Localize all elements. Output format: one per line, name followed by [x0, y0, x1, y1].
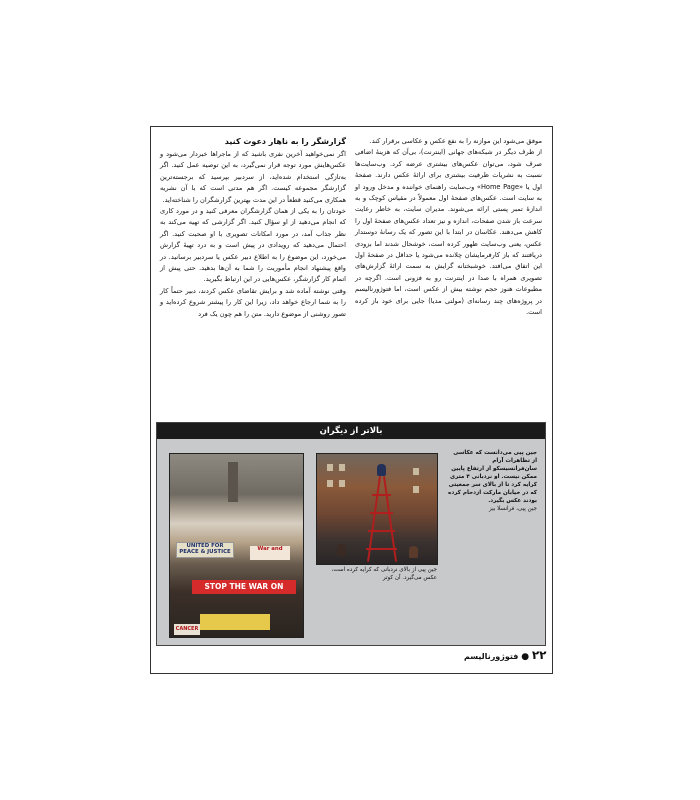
photographer-figure: [377, 464, 386, 476]
protest-crowd-photo: [169, 453, 304, 638]
photo-box: [156, 422, 546, 646]
ladder-step: [372, 494, 391, 496]
ladder-step: [370, 512, 393, 514]
photo-credit: جین پیی، فرانسلا بیز: [489, 506, 537, 512]
photo-box-title: بالاتر از دیگران: [157, 423, 545, 439]
photographer-on-ladder-photo: [316, 453, 438, 565]
bullet-icon: ●: [521, 652, 530, 662]
banner-stop-war: STOP THE WAR ON: [192, 580, 296, 594]
article-column-right: [355, 136, 542, 319]
banner-unity: UNITED FOR PEACE & JUSTICE: [176, 542, 234, 558]
building-window: [339, 480, 345, 487]
building-window: [339, 464, 345, 471]
building-window: [413, 468, 419, 475]
paragraph: [355, 136, 542, 147]
crowd-figure: [337, 544, 346, 556]
page-footer: [464, 648, 547, 664]
paragraph: [160, 149, 346, 206]
banner-cancer: CANCER: [174, 624, 200, 635]
crowd-figure: [409, 546, 418, 558]
paragraph: [160, 206, 346, 286]
building-window: [327, 480, 333, 487]
side-caption: [447, 449, 537, 513]
article-column-left: [160, 136, 346, 320]
paragraph: [355, 147, 542, 318]
banner-yellow: [200, 614, 270, 630]
page-number: ۲۲: [531, 648, 547, 662]
side-caption-text: جین پیی می‌دانست که عکاسی از تظاهرات آرام سان‌فرانسیسکو از ارتفاع پایین ممکن نیست. او نردبانی ۴ متری کرایه کرد تا از بالای سر جمعیتی که در خیابان مارکت ازدحام کرده بودند عکس بگیرد.: [448, 450, 537, 504]
tower-shape: [228, 462, 238, 502]
paragraph-text: اگر نمی‌خواهید آخرین نفری باشید که از ماجراها خبردار می‌شود و عکس‌هایش مورد توجه قرار نمی‌گیرد، به این توصیه عمل کنید. اگر به‌تازگی استخدام شده‌اید، از سردبیر بپرسید که برجسته‌ترین گزارشگر مجموعه کیست. اگر هم مدتی است که با آن نشریه همکاری می‌کنید قطعاً در این مدت بهترین گزارشگران را شناخته‌اید.: [160, 150, 346, 204]
ladder-step: [368, 530, 395, 532]
section-name: فتوژورنالیسم: [464, 652, 519, 661]
paragraph-text: وقتی نوشته آماده شد و برایش تقاضای عکس کردند، دبیر حتماً کار را به شما ارجاع خواهد داد، زیرا این کار را پیشتر شروع کرده‌اید و تصور روشنی از موضوع دارید. متن را هم چون یک فرد: [160, 286, 346, 318]
building-window: [413, 486, 419, 493]
ladder-step: [366, 548, 397, 550]
paragraph: [160, 286, 346, 320]
building-window: [327, 464, 333, 471]
section-headline: گزارشگر را به ناهار دعوت کنید: [224, 137, 346, 146]
paragraph-text: موفق می‌شود این موازنه را به نفع عکس و عکاسی برقرار کند.: [369, 137, 542, 145]
banner-war: War and: [250, 546, 290, 560]
ladder-photo-caption: جین پیی از بالای نردبانی که کرایه کرده است، عکس می‌گیرد. آن کوتر: [331, 567, 437, 581]
paragraph-text: از طرف دیگر در شبکه‌های جهانی (اینترنت)، بی‌آن که هزینهٔ اضافی صرف شود، می‌توان عکس‌های بیشتری عرضه کرد. وب‌سایت‌ها نسبت به نشریات ظرفیت بیشتری برای ارائهٔ عکس دارند. صفحهٔ اول یا «Home Page» وب‌سایت راهنمای خواننده و مدخل ورود او به سایت است. عکس‌های صفحهٔ اول معمولاً در مقیاس کوچک و به اندازهٔ تمبر پستی ارائه می‌شوند. مدیران سایت، به خاطر رعایت سرعت باز شدن صفحات، اندازه و نیز تعداد عکس‌های صفحهٔ اول را کاهش می‌دهند. عکاسان در ابتدا با این تصور که یک رسانهٔ دوستدار عکس، یعنی وب‌سایت ظهور کرده است، خوشحال شدند اما بزودی دریافتند که باز کارفرمایشان چلانده می‌شود یا حداقل در صفحهٔ اول این اتفاق می‌افتد. خوشبختانه گرایش به سمت ارائهٔ گزارش‌های تصویری همراه با صدا در اینترنت رو به فزونی است. اگرچه در مطبوعات هنوز حجم نوشته بیش از عکس است، اما فتوژورنالیسم در پروژه‌های چند رسانه‌ای (مولتی مدیا) جایی برای خود باز کرده است.: [355, 148, 542, 317]
paragraph-text: خودتان را به یکی از همان گزارشگران معرفی کنید و در مورد کاری که انجام می‌دهید از او سؤال کنید. اگر گزارشی که تهیه می‌کند به نظر جذاب آمد، در مورد امکانات تصویری با او صحبت کنید. اگر احتمال می‌دهید که رویدادی در پیش است و به درد تهیهٔ گزارش می‌خورد، این موضوع را به اطلاع دبیر عکس یا سردبیر برسانید. در واقع پیشنهاد انجام مأموریت را شما به آن‌ها بدهید. حتی پیش از اتمام کار گزارشگر، عکس‌هایی در این ارتباط بگیرید.: [160, 207, 346, 284]
